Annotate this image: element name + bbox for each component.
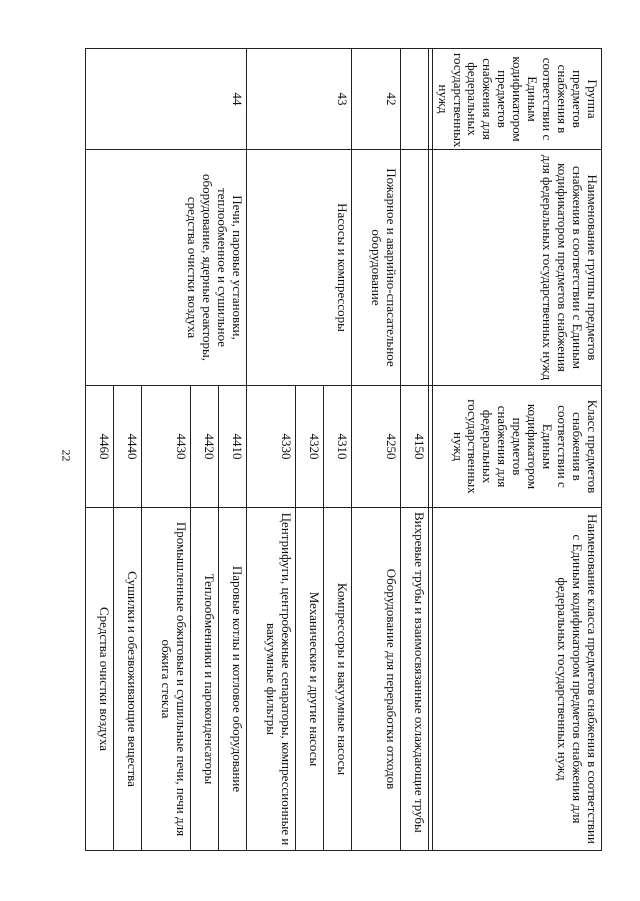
cell-class-name: Компрессоры и вакуумные насосы	[323, 508, 351, 851]
page-number: 22	[59, 449, 74, 462]
cell-group-name	[400, 150, 428, 386]
rotated-table-wrapper	[85, 48, 602, 851]
header-class: Класс предметов снабжения в соответствии с Единым кодификатором предметов снабжения для федеральных государственных нужд	[432, 386, 601, 508]
cell-group: 43	[246, 49, 351, 150]
cell-class: 4250	[351, 386, 400, 508]
cell-class: 4430	[142, 386, 191, 508]
cell-class-name: Промышленные обжиговые и сушильные печи, печи для обжига стекла	[142, 508, 191, 851]
cell-class: 4150	[400, 386, 428, 508]
table-row-blank	[428, 49, 432, 851]
cell-class: 4420	[190, 386, 218, 508]
cell-group-name: Печи, паровые установки, теплообменное и сушильное оборудование, ядерные реакторы, средства очистки воздуха	[86, 150, 247, 386]
cell-class-name: Теплообменники и пароконденсаторы	[190, 508, 218, 851]
table-row	[351, 49, 400, 851]
cell-class: 4460	[86, 386, 114, 508]
table-row	[400, 49, 428, 851]
cell-class: 4440	[114, 386, 142, 508]
table-row	[323, 49, 351, 851]
cell-group-name: Насосы и компрессоры	[246, 150, 351, 386]
cell-class-name: Сушилки и обезвоживающие вещества	[114, 508, 142, 851]
cell-class: 4410	[218, 386, 246, 508]
cell-class-name: Средства очистки воздуха	[86, 508, 114, 851]
header-group: Группа предметов снабжения в соответствии с Единым кодификатором предметов снабжения для федеральных государственных нужд	[432, 49, 601, 150]
cell-class-name: Центрифуги, центробежные сепараторы, компрессионные и вакуумные фильтры	[246, 508, 295, 851]
cell-class-name: Оборудование для переработки отходов	[351, 508, 400, 851]
cell-class: 4310	[323, 386, 351, 508]
header-class-name: Наименование класса предметов снабжения в соответствии с Единым кодификатором предметов снабжения для федеральных государственных нужд	[432, 508, 601, 851]
cell-group	[400, 49, 428, 150]
cell-class-name: Механические и другие насосы	[295, 508, 323, 851]
cell-group: 44	[86, 49, 247, 150]
cell-class: 4320	[295, 386, 323, 508]
cell-group: 42	[351, 49, 400, 150]
cell-class-name: Вихревые трубы и взаимосвязанные охлаждающие трубы	[400, 508, 428, 851]
supply-classes-table	[85, 48, 602, 851]
header-group-name: Наименование группы предметов снабжения в соответствии с Единым кодификатором предметов снабжения для федеральных государственных нужд	[432, 150, 601, 386]
cell-class: 4330	[246, 386, 295, 508]
cell-class-name: Паровые котлы и котловое оборудование	[218, 508, 246, 851]
table-row	[218, 49, 246, 851]
cell-group-name: Пожарное и аварийно-спасательное оборудование	[351, 150, 400, 386]
table-header-row	[432, 49, 601, 851]
